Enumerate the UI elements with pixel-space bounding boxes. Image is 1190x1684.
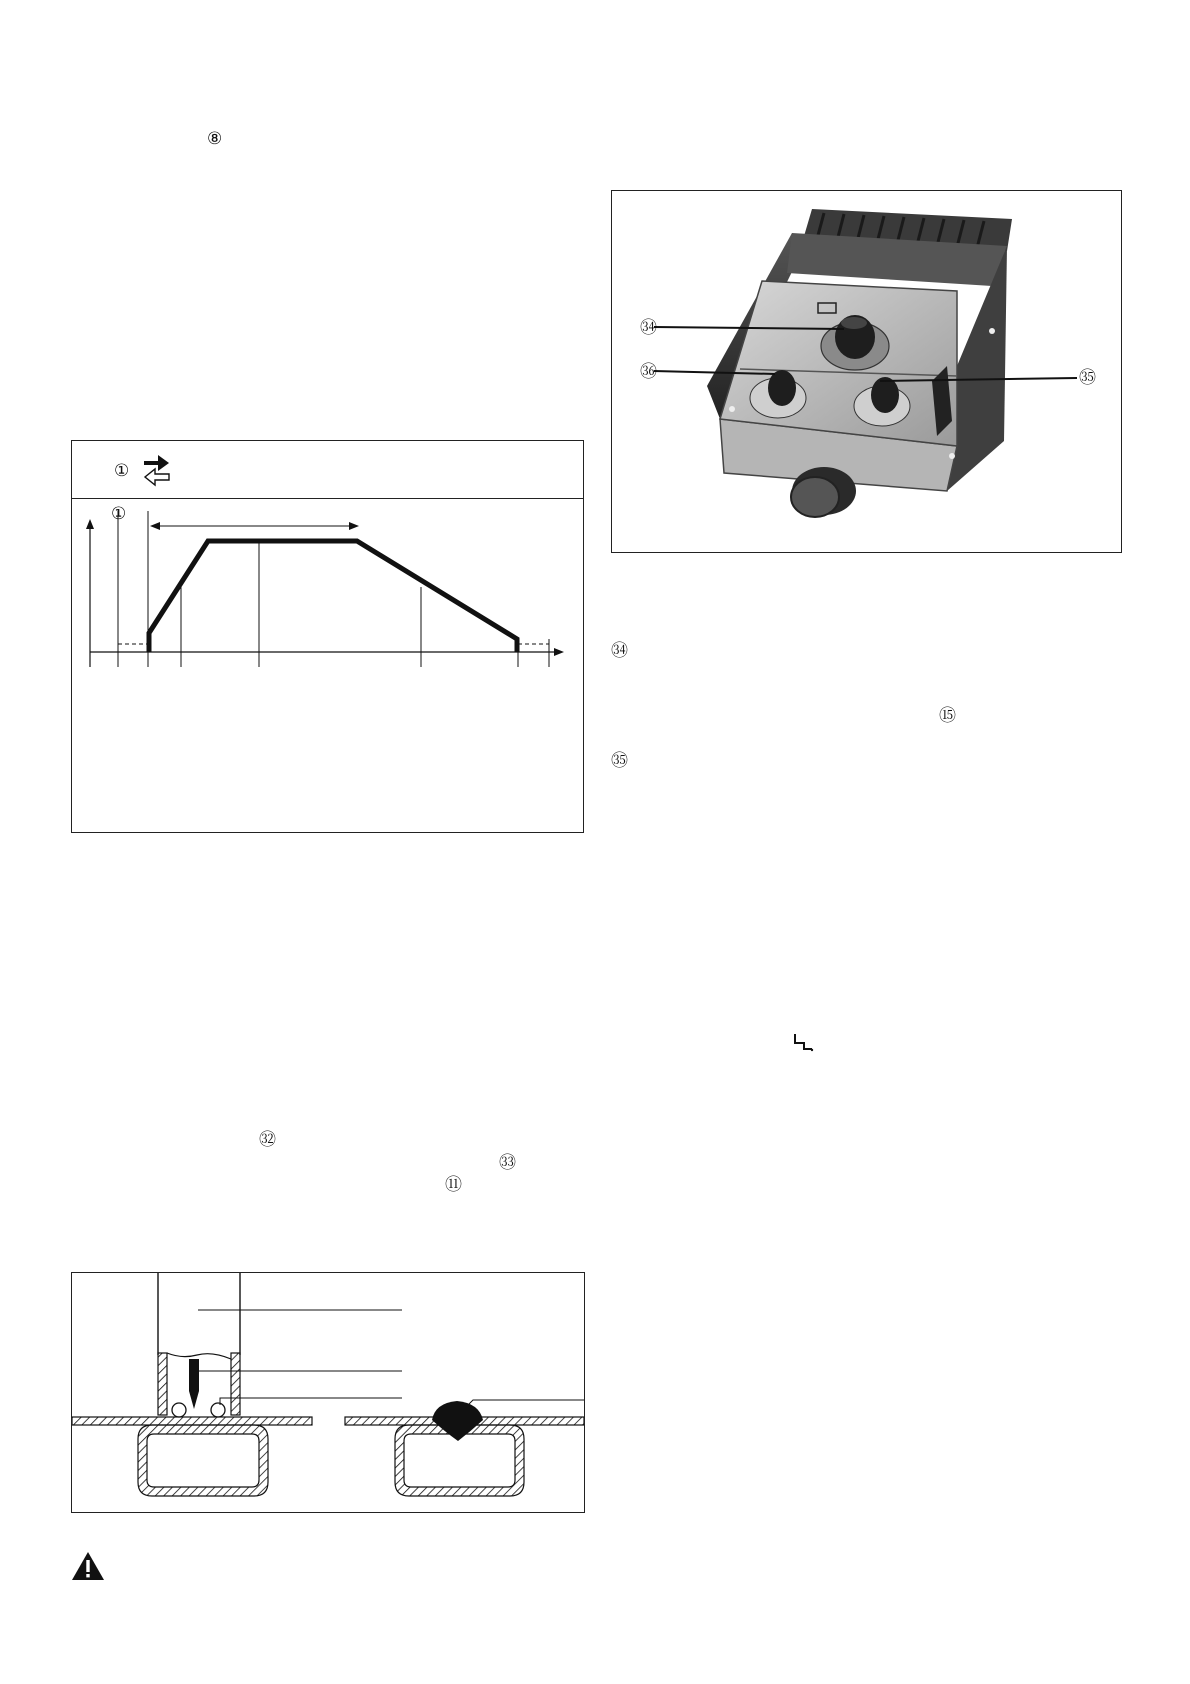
hold-duration-arrow-left <box>150 522 160 530</box>
nozzle-left-hatch <box>158 1353 167 1415</box>
release-arrow-icon <box>145 469 169 485</box>
y-axis-arrow <box>86 519 94 529</box>
screw-1 <box>729 406 735 412</box>
spot-weld-nugget <box>432 1401 483 1441</box>
current-profile-plot <box>72 499 583 669</box>
leader-gas <box>220 1398 402 1405</box>
callout-11: ⑪ <box>445 1175 462 1195</box>
step-down-icon <box>793 1033 815 1053</box>
knob-34-top <box>841 317 867 329</box>
axis-marker: ① <box>111 504 127 524</box>
trigger-diagram-frame <box>71 440 584 833</box>
leader-spot <box>463 1400 584 1410</box>
press-arrow-icon <box>144 455 169 471</box>
gas-hole-right <box>211 1403 225 1417</box>
nozzle-break-line <box>167 1353 231 1359</box>
nozzle-right-hatch <box>231 1353 240 1415</box>
callout-32: ㉜ <box>259 1130 276 1150</box>
photo-label-35: ㉟ <box>1079 368 1096 388</box>
spot-weld-diagram <box>72 1273 584 1512</box>
knob-35 <box>871 377 899 413</box>
hold-duration-arrow-right <box>349 522 359 530</box>
profile-tube-left <box>138 1425 268 1496</box>
warning-triangle-icon <box>71 1551 105 1581</box>
photo-label-34: ㉞ <box>640 318 657 338</box>
callout-34: ㉞ <box>611 641 628 661</box>
top-sheet-left <box>72 1417 312 1425</box>
connector-face <box>791 477 839 517</box>
electrode <box>189 1359 199 1409</box>
screw-3 <box>949 453 955 459</box>
callout-15: ⑮ <box>939 706 956 726</box>
callout-8: ⑧ <box>207 129 223 149</box>
remote-control-photo-frame <box>611 190 1122 553</box>
x-axis-arrow <box>554 648 564 656</box>
callout-35: ㉟ <box>611 751 628 771</box>
spot-weld-diagram-frame <box>71 1272 585 1513</box>
gas-hole-left <box>172 1403 186 1417</box>
photo-label-36: ㊱ <box>640 362 657 382</box>
screw-2 <box>989 328 995 334</box>
knob-36 <box>768 370 796 406</box>
current-profile-line <box>149 541 517 652</box>
remote-control-photo <box>612 191 1121 552</box>
callout-33: ㉝ <box>499 1153 516 1173</box>
legend-marker: ① <box>114 461 130 481</box>
trigger-legend-arrows <box>142 451 172 487</box>
